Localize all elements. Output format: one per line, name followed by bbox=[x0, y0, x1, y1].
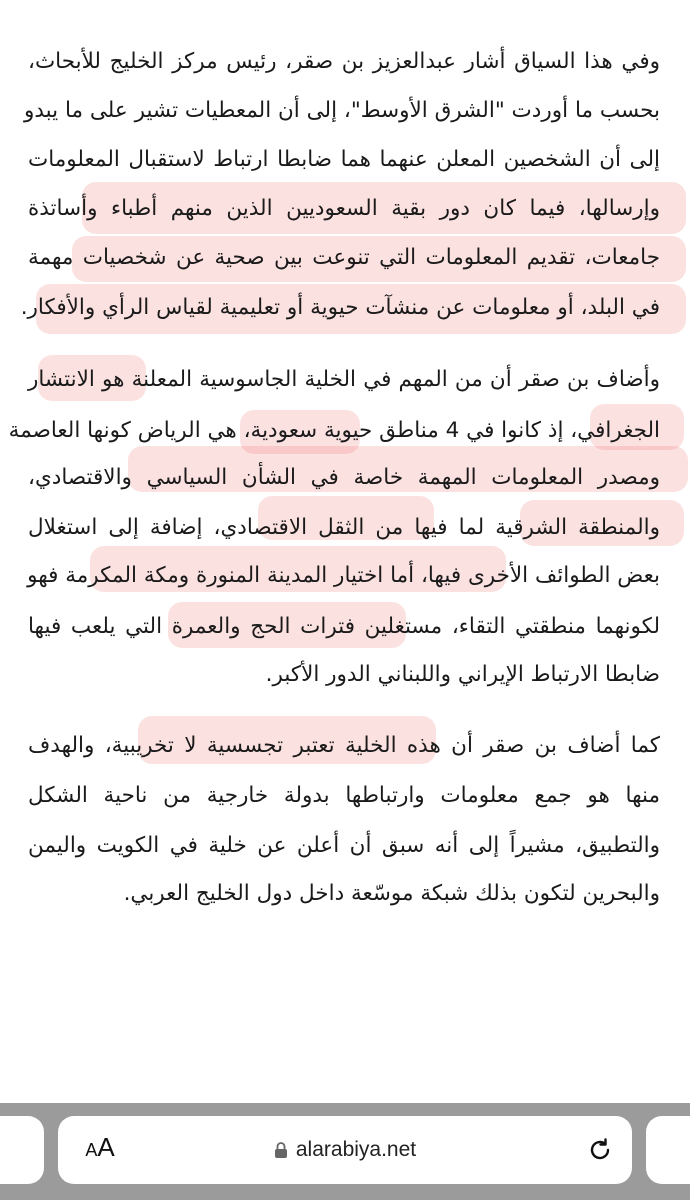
paragraph-line: ومصدر المعلومات المهمة خاصة في الشأن السياسي والاقتصادي، bbox=[28, 465, 660, 490]
url-display[interactable] bbox=[58, 1116, 632, 1184]
address-bar[interactable] bbox=[58, 1116, 632, 1184]
paragraph-line: وفي هذا السياق أشار عبدالعزيز بن صقر، رئيس مركز الخليج للأبحاث، bbox=[28, 49, 660, 74]
paragraph-line: ضابطا الارتباط الإيراني واللبناني الدور الأكبر. bbox=[265, 662, 660, 687]
text-size-small-glyph: A bbox=[85, 1140, 98, 1160]
paragraph-line: لكونهما منطقتي التقاء، مستغلين فترات الحج والعمرة التي يلعب فيها bbox=[28, 614, 660, 639]
url-text: alarabiya.net bbox=[295, 1138, 417, 1161]
paragraph-line: بحسب ما أوردت "الشرق الأوسط"، إلى أن المعطيات تشير على ما يبدو bbox=[24, 98, 660, 123]
lock-icon bbox=[274, 1141, 288, 1159]
paragraph-line: إلى أن الشخصين المعلن عنهما هما ضابطا ارتباط لاستقبال المعلومات bbox=[28, 147, 660, 172]
reload-icon[interactable] bbox=[586, 1136, 614, 1164]
text-size-large-glyph: A bbox=[97, 1132, 115, 1162]
paragraph-line: منها هو جمع معلومات وارتباطها بدولة خارجية من ناحية الشكل bbox=[28, 783, 660, 808]
paragraph-line: بعض الطوائف الأخرى فيها، أما اختيار المدينة المنورة ومكة المكرمة فهو bbox=[27, 563, 660, 588]
paragraph-line: في البلد، أو معلومات عن منشآت حيوية أو تعليمية لقياس الرأي والأفكار. bbox=[20, 295, 660, 320]
previous-tab-edge[interactable] bbox=[0, 1116, 44, 1184]
paragraph-line: والمنطقة الشرقية لما فيها من الثقل الاقتصادي، إضافة إلى استغلال bbox=[28, 515, 660, 540]
browser-toolbar bbox=[0, 1103, 690, 1200]
paragraph-line: والتطبيق، مشيراً إلى أنه سبق أن أعلن عن خلية في الكويت واليمن bbox=[28, 833, 660, 858]
paragraph-line: الجغرافي، إذ كانوا في 4 مناطق حيوية سعودية، هي الرياض كونها العاصمة bbox=[8, 418, 660, 443]
paragraph-line: كما أضاف بن صقر أن هذه الخلية تعتبر تجسسية لا تخريبية، والهدف bbox=[28, 733, 660, 758]
paragraph-line: والبحرين لتكون بذلك شبكة موسّعة داخل دول الخليج العربي. bbox=[123, 881, 660, 906]
paragraph-line: وإرسالها، فيما كان دور بقية السعوديين الذين منهم أطباء وأساتذة bbox=[28, 196, 660, 221]
paragraph-line: وأضاف بن صقر أن من المهم في الخلية الجاسوسية المعلنة هو الانتشار bbox=[28, 367, 660, 392]
paragraph-line: جامعات، تقديم المعلومات التي تنوعت بين صحية عن شخصيات مهمة bbox=[28, 245, 660, 270]
next-tab-edge[interactable] bbox=[646, 1116, 690, 1184]
